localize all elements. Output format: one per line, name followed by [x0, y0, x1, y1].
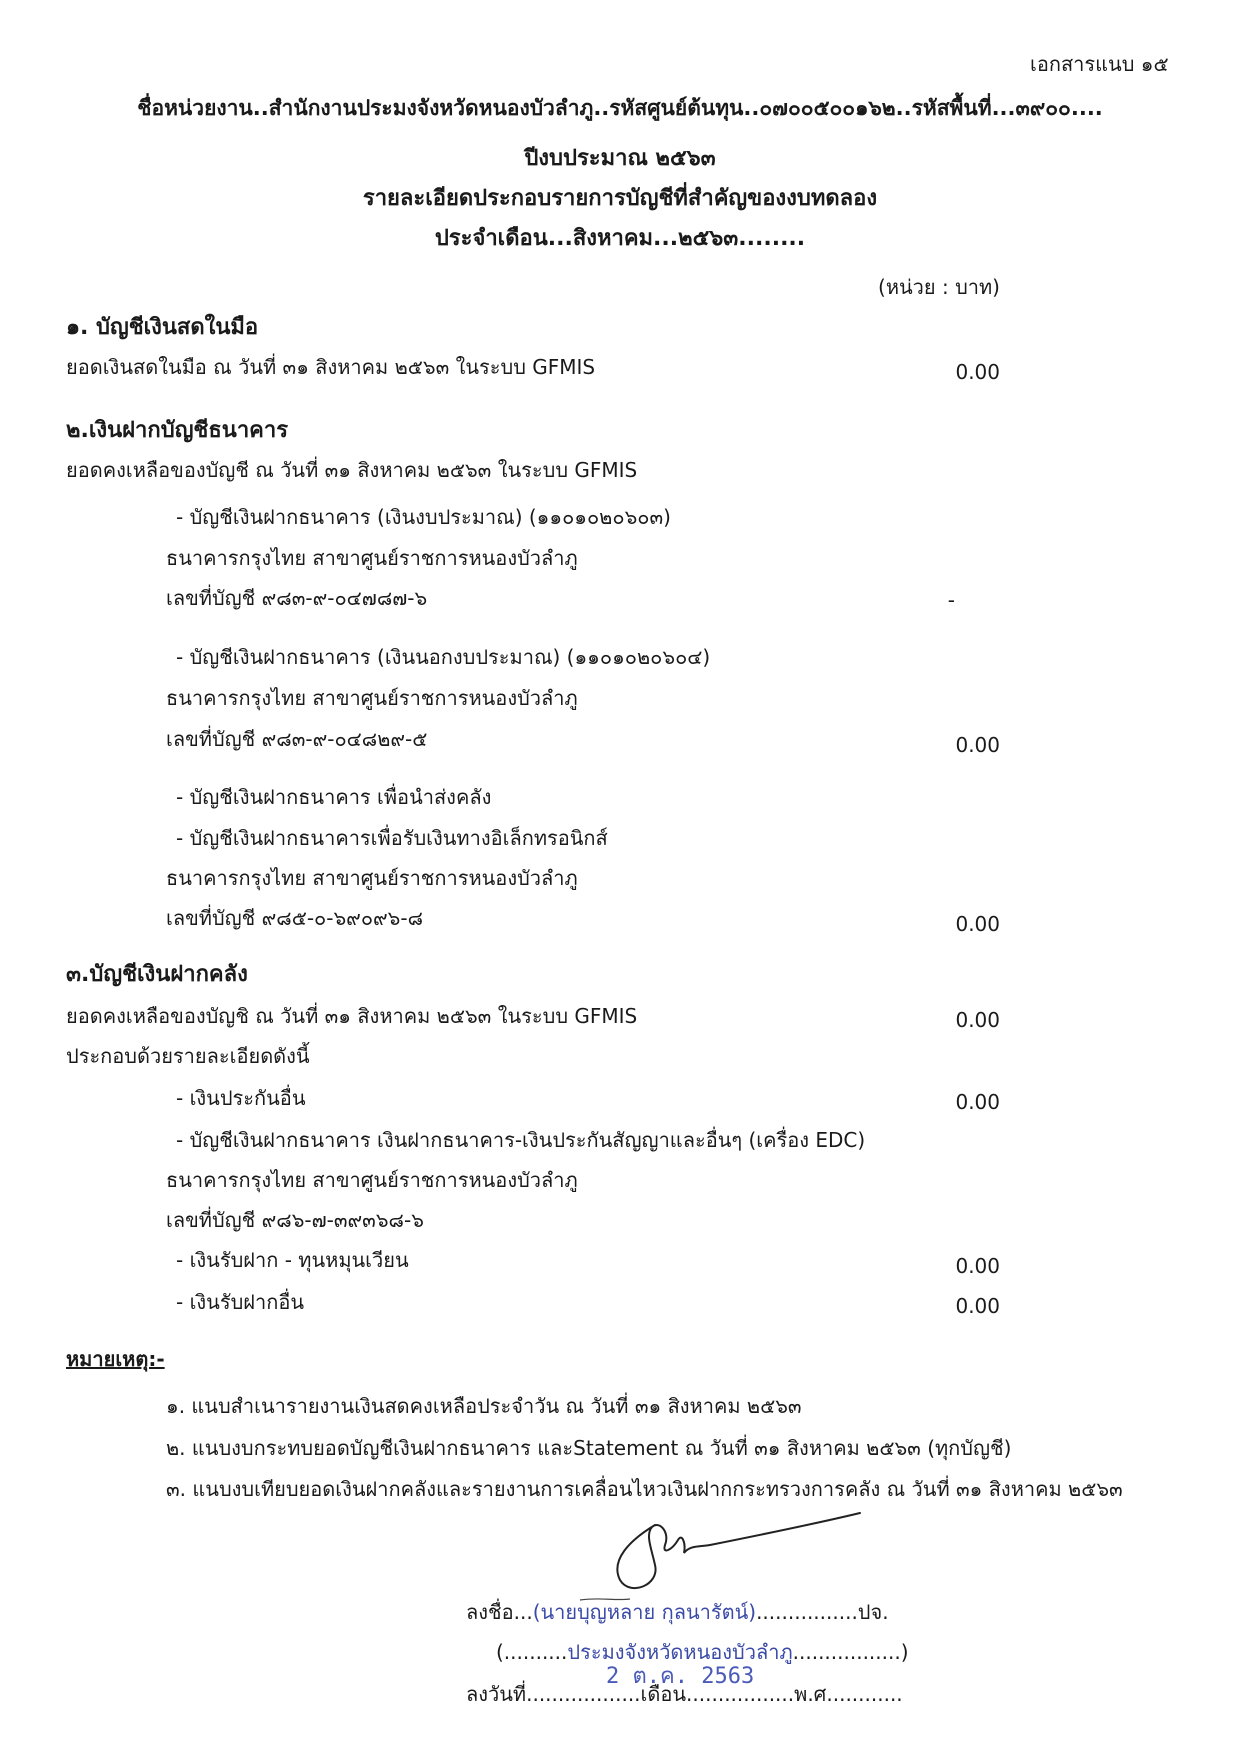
acc2-number: เลขที่บัญชี ๙๘๓-๙-๐๔๘๒๙-๕	[166, 727, 428, 751]
acc2-name: - บัญชีเงินฝากธนาคาร (เงินนอกงบประมาณ) (๑๑๐๑๐๒๐๖๐๔)	[176, 645, 711, 669]
other-deposit-amount: 0.00	[955, 1294, 1000, 1318]
note-item: ๒. แนบงบกระทบยอดบัญชีเงินฝากธนาคาร และStatement ณ วันที่ ๓๑ สิงหาคม ๒๕๖๓ (ทุกบัญชี)	[166, 1436, 1012, 1460]
signer-name: (นายบุญหลาย กุลนารัตน์)	[532, 1600, 757, 1624]
signature-line: ลงชื่อ...(นายบุญหลาย กุลนารัตน์)................ปจ.	[466, 1600, 889, 1624]
acc1-amount: -	[947, 588, 955, 612]
section3-line: ยอดคงเหลือของบัญชิ ณ วันที่ ๓๑ สิงหาคม ๒๕๖๓ ในระบบ GFMIS	[66, 1004, 638, 1028]
note-item: ๑. แนบสำเนารายงานเงินสดคงเหลือประจำวัน ณ วันที่ ๓๑ สิงหาคม ๒๕๖๓	[166, 1394, 802, 1418]
acc1-number: เลขที่บัญชี ๙๘๓-๙-๐๔๗๘๗-๖	[166, 586, 428, 610]
document-title: รายละเอียดประกอบรายการบัญชีที่สำคัญของงบทดลอง	[362, 186, 878, 211]
section1-line: ยอดเงินสดในมือ ณ วันที่ ๓๑ สิงหาคม ๒๕๖๓ ในระบบ GFMIS	[66, 355, 596, 379]
handwritten-signature	[560, 1505, 880, 1615]
guarantee-amount: 0.00	[955, 1090, 1000, 1114]
acc3-name-a: - บัญชีเงินฝากธนาคาร เพื่อนำส่งคลัง	[176, 785, 492, 809]
edc-account-number: เลขที่บัญชี ๙๘๖-๗-๓๙๓๖๘-๖	[166, 1208, 424, 1232]
edc-account-name: - บัญชีเงินฝากธนาคาร เงินฝากธนาคาร-เงินประกันสัญญาและอื่นๆ (เครื่อง EDC)	[176, 1128, 866, 1152]
section1-title: ๑. บัญชีเงินสดในมือ	[66, 315, 259, 340]
revolving-label: - เงินรับฝาก - ทุนหมุนเวียน	[176, 1248, 409, 1272]
position-line: (..........ประมงจังหวัดหนองบัวลำภู.................)	[496, 1640, 909, 1664]
attachment-tag: เอกสารแนบ ๑๕	[1030, 52, 1169, 76]
edc-account-bank: ธนาคารกรุงไทย สาขาศูนย์ราชการหนองบัวลำภู	[166, 1168, 578, 1192]
unit-label: (หน่วย : บาท)	[878, 275, 1000, 299]
other-deposit-label: - เงินรับฝากอื่น	[176, 1290, 305, 1314]
notes-title: หมายเหตุ:-	[66, 1347, 165, 1371]
section3-title: ๓.บัญชีเงินฝากคลัง	[66, 962, 248, 987]
revolving-amount: 0.00	[955, 1254, 1000, 1278]
section2-title: ๒.เงินฝากบัญชีธนาคาร	[66, 418, 289, 443]
acc3-name-b: - บัญชีเงินฝากธนาคารเพื่อรับเงินทางอิเล็กทรอนิกส์	[176, 826, 608, 850]
note-item: ๓. แนบงบเทียบยอดเงินฝากคลังและรายงานการเคลื่อนไหวเงินฝากกระทรวงการคลัง ณ วันที่ ๓๑ สิงหาคม ๒๕๖๓	[166, 1477, 1123, 1501]
section3-detail: ประกอบด้วยรายละเอียดดังนี้	[66, 1044, 310, 1068]
unit-line: ชื่อหน่วยงาน..สำนักงานประมงจังหวัดหนองบัวลำภู..รหัสศูนย์ต้นทุน..๐๗๐๐๕๐๐๑๖๒..รหัสพื้นที่...๓๙๐๐....	[137, 96, 1103, 120]
section1-amount: 0.00	[955, 360, 1000, 384]
acc3-bank: ธนาคารกรุงไทย สาขาศูนย์ราชการหนองบัวลำภู	[166, 866, 578, 890]
acc3-number: เลขที่บัญชี ๙๘๕-๐-๖๙๐๙๖-๘	[166, 906, 424, 930]
date-stamp: 2 ต.ค. 2563	[606, 1664, 755, 1689]
acc1-bank: ธนาคารกรุงไทย สาขาศูนย์ราชการหนองบัวลำภู	[166, 546, 578, 570]
guarantee-label: - เงินประกันอื่น	[176, 1086, 306, 1110]
section3-line-amount: 0.00	[955, 1008, 1000, 1032]
acc1-name: - บัญชีเงินฝากธนาคาร (เงินงบประมาณ) (๑๑๐๑๐๒๐๖๐๓)	[176, 505, 671, 529]
acc3-amount: 0.00	[955, 912, 1000, 936]
acc2-bank: ธนาคารกรุงไทย สาขาศูนย์ราชการหนองบัวลำภู	[166, 686, 578, 710]
signer-position: ประมงจังหวัดหนองบัวลำภู	[567, 1640, 793, 1664]
acc2-amount: 0.00	[955, 733, 1000, 757]
fiscal-year: ปีงบประมาณ ๒๕๖๓	[524, 146, 716, 171]
section2-line: ยอดคงเหลือของบัญชี ณ วันที่ ๓๑ สิงหาคม ๒๕๖๓ ในระบบ GFMIS	[66, 458, 638, 482]
report-month: ประจำเดือน...สิงหาคม...๒๕๖๓........	[434, 226, 806, 251]
date-line: ลงวันที่..................เดือน.................พ.ศ............	[466, 1682, 903, 1706]
